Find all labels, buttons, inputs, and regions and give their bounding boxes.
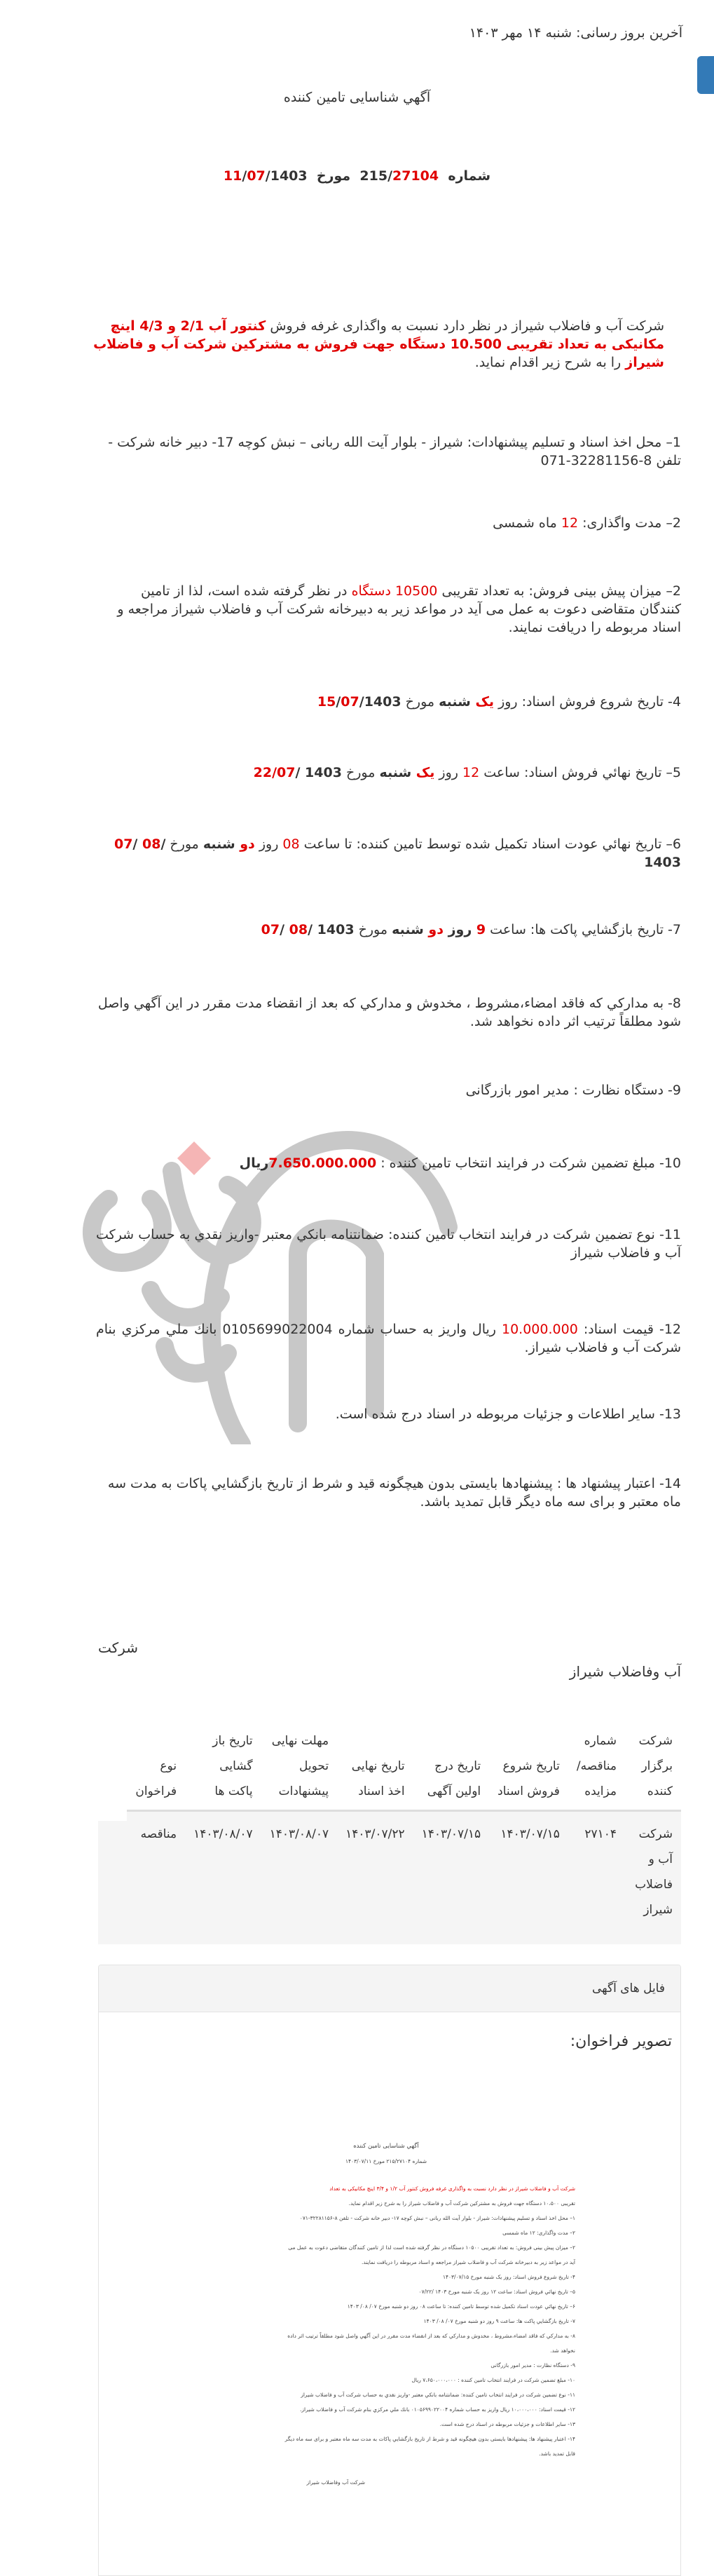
- item-6-date-m: 08: [142, 836, 161, 852]
- item-14-text: 14- اعتبار پيشنهاد ها : پيشنهادها بايستی بدون هيچگونه قيد و شرط از تاريخ بازگشايي پاکات به مدت سه ماه معتبر و برای سه ماه ديگر قابل تمديد باشد.: [107, 1476, 681, 1510]
- item-14: [96, 1475, 681, 1511]
- item-11: [96, 1226, 681, 1262]
- scan-line: ۱۱- نوع تضمين شرکت در فرايند انتخاب تامين کننده: ضمانتنامه بانکي معتبر -واريز نقدي به حساب شرکت آب و فاضلاب شيراز: [301, 2392, 575, 2398]
- item-6-mid: روز: [254, 836, 283, 852]
- item-7-day: دو: [428, 922, 444, 937]
- item-6-weekday: شنبه: [202, 836, 240, 852]
- cell-opening-date: ۱۴۰۳/۰۸/۰۷: [185, 1811, 261, 1937]
- item-1-text: 1– محل اخذ اسناد و تسليم پيشنهادات: شيراز - بلوار آيت الله ربانی – نبش کوچه 17- دبير خانه شرکت - تلفن 8-32281156-071: [108, 435, 681, 468]
- item-12-label: 12- قيمت اسناد:: [577, 1322, 681, 1337]
- company-label: شرکت: [98, 1639, 138, 1656]
- item-2-value: 12: [561, 515, 579, 531]
- date-month: 07: [247, 168, 266, 184]
- item-10-currency: ريال: [239, 1155, 269, 1171]
- item-4-label: 4- تاريخ شروع فروش اسناد: روز: [494, 694, 681, 710]
- item-12-suffix: ريال واريز به حساب شماره 0105699022004 بانك ملي مرکزي بنام شرکت آب و فاضلاب شيراز.: [96, 1322, 681, 1355]
- scan-title: آگهي شناسايی تامين کننده: [353, 2143, 419, 2150]
- side-tab-button[interactable]: [697, 56, 714, 94]
- scan-line: ۹- دستگاه نظارت : مدير امور بازرگانی: [490, 2362, 575, 2368]
- item-4-day: يک: [475, 694, 495, 710]
- company-name: آب وفاضلاب شیراز: [569, 1663, 681, 1680]
- scan-number: شماره ۲۱۵/۲۷۱۰۴ مورخ ۱۴۰۳/۰۷/۱۱: [345, 2158, 427, 2164]
- item-5-day: يک: [416, 765, 435, 780]
- scan-line: آيد در مواعد زير به دبيرخانه شرکت آب و فاضلاب شيراز مراجعه و اسناد مربوطه را دريافت نمايند.: [362, 2259, 575, 2265]
- call-image[interactable]: [197, 2139, 575, 2532]
- item-4: 4- تاريخ شروع فروش اسناد: روز يک شنبه مورخ 15/07/1403: [317, 694, 681, 710]
- notice-title: آگهي شناسايی تامين کننده: [283, 90, 431, 105]
- item-5-mid: روز: [434, 765, 462, 780]
- item-10-label: 10- مبلغ تضمين شرکت در فرايند انتخاب تامين کننده :: [376, 1155, 681, 1171]
- col-doc-deadline: تاریخ نهایی اخذ اسناد: [337, 1728, 413, 1811]
- files-panel-title: فایل های آگهی: [99, 1965, 680, 2012]
- scan-line: نخواهد شد.: [550, 2347, 575, 2354]
- cell-doc-deadline: ۱۴۰۳/۰۷/۲۲: [337, 1811, 413, 1937]
- item-2: [96, 514, 681, 532]
- item-3-value: 10500 دستگاه: [351, 583, 438, 599]
- item-5: 5– تاريخ نهائي فروش اسناد: ساعت 12 روز يک شنبه مورخ 22/07/ 1403: [253, 765, 681, 780]
- scan-line: ۲– مدت واگذاری: ۱۲ ماه شمسی: [502, 2230, 575, 2236]
- scan-signature: شرکت آب وفاضلاب شیراز: [306, 2479, 365, 2486]
- cell-number: ۲۷۱۰۴: [568, 1811, 625, 1937]
- item-7: 7- تاريخ بازگشايي پاکت ها: ساعت 9 روز دو شنبه مورخ 07/ 08/ 1403: [261, 922, 681, 937]
- item-7-mid2: مورخ: [354, 922, 392, 937]
- cell-offer-deadline: ۱۴۰۳/۰۸/۰۷: [261, 1811, 338, 1937]
- cell-company: شرکت آب و فاضلاب شیراز: [625, 1811, 681, 1937]
- item-5-date-dm: 22/07: [253, 765, 296, 780]
- item-7-hour: 9: [476, 922, 486, 937]
- item-4-date-day: 15: [317, 694, 336, 710]
- item-7-mid: روز: [443, 922, 476, 937]
- item-5-hour: 12: [462, 765, 480, 780]
- item-3-label: 2– ميزان پیش بینی فروش: به تعداد تقریبی: [437, 583, 681, 599]
- last-updated-text: آخرین بروز رسانی: شنبه ۱۴ مهر ۱۴۰۳: [469, 25, 682, 41]
- col-number: شماره مناقصه/ مزایده: [568, 1728, 625, 1811]
- files-panel: [98, 1965, 681, 2576]
- intro-text-end: را به شرح زیر اقدام نماید.: [474, 355, 626, 370]
- item-5-label: 5– تاريخ نهائي فروش اسناد: ساعت: [479, 765, 681, 780]
- item-5-mid2: مورخ: [341, 765, 380, 780]
- item-7-date-year: 1403: [317, 922, 355, 937]
- item-7-weekday: شنبه: [392, 922, 429, 937]
- col-first-publish: تاریخ درج اولین آگهی: [413, 1728, 490, 1811]
- item-3-suffix: در نظر گرفته شده است، لذا از تامين کنندگان متقاضی دعوت به عمل می آيد در مواعد زير به دبيرخانه شرکت آب و فاضلاب شيراز مراجعه و اسناد مربوطه را دريافت نمايند.: [117, 583, 681, 635]
- item-7-label: 7- تاريخ بازگشايي پاکت ها: ساعت: [486, 922, 681, 937]
- scan-line: قابل تمديد باشد.: [539, 2450, 575, 2457]
- item-4-date-month: 07: [341, 694, 359, 710]
- item-9: [96, 1081, 681, 1099]
- table-header-row: [127, 1728, 681, 1811]
- date-year: 1403: [270, 168, 308, 184]
- scan-line: ۱۲- قيمت اسناد: ۱۰،۰۰۰،۰۰۰ ريال واريز به حساب شماره ۰۱۰۵۶۹۹۰۲۲۰۰۴ بانك ملي مرکزي بنام شرکت آب و فاضلاب شيراز.: [300, 2406, 575, 2413]
- col-organizer: شرکت برگزار کننده: [625, 1728, 681, 1811]
- intro-highlight: کنتور آب 2/1 و 4/3 اینچ مکانیکی به تعداد تقریبی 10.500 دستگاه جهت فروش به مشترکین شرکت آب و فاضلاب شیراز: [93, 318, 664, 370]
- cell-call-type: مناقصه: [127, 1811, 185, 1937]
- scan-line: تقریبی ۱۰،۵۰۰ دستگاه جهت فروش به مشترکین شرکت آب و فاضلاب شیراز را به شرح زیر اقدام نماید.: [348, 2200, 575, 2206]
- item-4-date-year: 1403: [364, 694, 401, 710]
- col-offer-deadline: مهلت نهایی تحویل پیشنهادات: [261, 1728, 338, 1811]
- scan-line: شرکت آب و فاضلاب شيراز در نظر دارد نسبت به واگذاری غرفه فروش کنتور آب ۱/۲ و ۳/۴ اینچ مکانیکی به تعداد: [329, 2185, 575, 2192]
- scan-line: ۸- به مدارکي که فاقد امضاء،مشروط ، مخدوش و مدارکي که بعد از انقضاء مدت مقرر در اين آگهي واصل شود مطلقاً ترتيب اثر داده: [287, 2333, 575, 2339]
- item-6-day: دو: [240, 836, 255, 852]
- cell-first-publish: ۱۴۰۳/۰۷/۱۵: [413, 1811, 490, 1937]
- item-12-value: 10.000.000: [502, 1322, 578, 1337]
- item-6-date-year: 1403: [644, 855, 681, 870]
- notice-number-line: شماره 215/27104 مورخ 11/07/1403: [223, 168, 491, 184]
- scan-line: ۴- تاريخ شروع فروش اسناد: روز يک شنبه مورخ ۱۴۰۳/۰۷/۱۵: [442, 2274, 575, 2280]
- scan-line: ۲– ميزان پیش بینی فروش: به تعداد تقریبی ۱۰۵۰۰ دستگاه در نظر گرفته شده است لذا از تامين کنندگان متقاضی دعوت به عمل می: [288, 2244, 575, 2251]
- item-9-text: 9- دستگاه نظارت : مدير امور بازرگانی: [465, 1083, 681, 1098]
- item-7-date-d: 07: [261, 922, 280, 937]
- date-day: 11: [223, 168, 242, 184]
- call-image-label: تصویر فراخوان:: [570, 2033, 672, 2050]
- item-6-date-d: 07: [114, 836, 133, 852]
- number-value: 27104: [392, 168, 439, 184]
- item-5-weekday: شنبه: [379, 765, 416, 780]
- col-call-type: نوع فراخوان: [127, 1728, 185, 1811]
- item-8: [96, 994, 681, 1031]
- item-4-mid: مورخ: [401, 694, 439, 710]
- item-6-label: 6– تاريخ نهائي عودت اسناد تکميل شده توسط تامين کننده: تا ساعت: [299, 836, 681, 852]
- number-label: شماره: [448, 168, 491, 184]
- scan-line: ۱۳- ساير اطلاعات و جزئيات مربوطه در اسناد درج شده است.: [439, 2421, 575, 2427]
- item-6-mid2: مورخ: [165, 836, 203, 852]
- scan-line: ۱۴- اعتبار پيشنهاد ها: پيشنهادها بايستی بدون هيچگونه قيد و شرط از تاريخ بازگشايي پاکات به مدت سه ماه معتبر و برای سه ماه ديگر: [284, 2436, 575, 2442]
- col-opening-date: تاریخ باز گشایی پاکت ها: [185, 1728, 261, 1811]
- item-8-text: 8- به مدارکي که فاقد امضاء،مشروط ، مخدوش و مدارکي که بعد از انقضاء مدت مقرر در اين آگهي واصل شود مطلقاً ترتيب اثر داده نخواهد شد.: [97, 996, 681, 1029]
- item-3: [96, 582, 681, 637]
- scan-line: ۶– تاريخ نهائي عودت اسناد تکميل شده توسط تامين کننده: تا ساعت ۰۸ روز دو شنبه مورخ ۰۷/ ۰۸/ ۱۴۰۳: [347, 2303, 575, 2310]
- scan-line: ۵– تاريخ نهائي فروش اسناد: ساعت ۱۲ روز يک شنبه مورخ ۱۴۰۳ /۰۷/۲۲: [418, 2289, 575, 2295]
- notice-intro: [79, 317, 681, 372]
- item-10-value: 7.650.000.000: [268, 1155, 377, 1171]
- scan-line: ۱– محل اخذ اسناد و تسليم پيشنهادات: شيراز - بلوار آيت الله ربانی – نبش کوچه ۱۷- دبير خانه شرکت - تلفن ۸-۳۲۲۸۱۱۵۶-۰۷۱: [299, 2215, 575, 2221]
- date-label: مورخ: [316, 168, 351, 184]
- cell-sale-start: ۱۴۰۳/۰۷/۱۵: [489, 1811, 568, 1937]
- item-11-text: 11- نوع تضمين شرکت در فرايند انتخاب تامين کننده: ضمانتنامه بانکي معتبر -واريز نقدي به حساب شرکت آب و فاضلاب شيراز: [96, 1227, 681, 1261]
- scan-line: ۷- تاريخ بازگشايي پاکت ها: ساعت ۹ روز دو شنبه مورخ ۰۷/ ۰۸/ ۱۴۰۳: [423, 2318, 575, 2324]
- table-row[interactable]: [127, 1811, 681, 1937]
- item-5-date-year: 1403: [305, 765, 342, 780]
- col-sale-start: تاریخ شروع فروش اسناد: [489, 1728, 568, 1811]
- intro-text: شرکت آب و فاضلاب شيراز در نظر دارد نسبت به واگذاری غرفه فروش: [266, 318, 664, 334]
- item-1: [96, 433, 681, 470]
- item-6-hour: 08: [282, 836, 300, 852]
- item-6: 6– تاريخ نهائي عودت اسناد تکميل شده توسط تامين کننده: تا ساعت 08 روز دو شنبه مورخ 07/ 08/ 1403: [114, 836, 681, 870]
- item-2-suffix: ماه شمسی: [493, 515, 561, 531]
- number-prefix: 215/: [359, 168, 393, 184]
- item-7-date-m: 08: [289, 922, 308, 937]
- item-13: [96, 1405, 681, 1423]
- item-10: [96, 1154, 681, 1172]
- tender-table: [98, 1728, 681, 1942]
- item-4-weekday: شنبه: [439, 694, 476, 710]
- scan-line: ۱۰- مبلغ تضمين شرکت در فرايند انتخاب تامين کننده : ۷،۶۵۰،۰۰۰،۰۰۰ ريال: [411, 2377, 575, 2383]
- item-13-text: 13- ساير اطلاعات و جزئيات مربوطه در اسناد درج شده است.: [335, 1406, 681, 1422]
- item-2-label: 2– مدت واگذاری:: [578, 515, 681, 531]
- item-12: [96, 1320, 681, 1357]
